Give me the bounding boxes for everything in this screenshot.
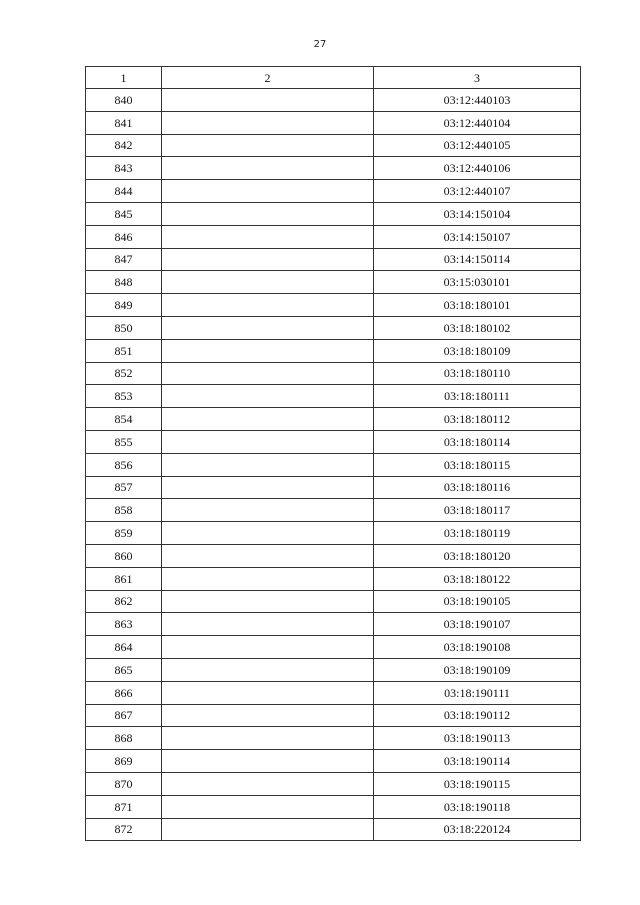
table-cell-col-2 xyxy=(162,430,374,453)
table-cell-col-1: 841 xyxy=(86,111,162,134)
table-header xyxy=(86,67,581,89)
table-row xyxy=(86,271,581,294)
table-cell-col-3: 03:18:190115 xyxy=(374,772,581,795)
column-header-1: 1 xyxy=(86,67,162,89)
table-cell-col-3: 03:18:190118 xyxy=(374,795,581,818)
table-cell-col-1: 862 xyxy=(86,590,162,613)
table-cell-col-3: 03:18:190113 xyxy=(374,727,581,750)
table-row xyxy=(86,430,581,453)
table-cell-col-2 xyxy=(162,89,374,112)
table-cell-col-1: 848 xyxy=(86,271,162,294)
table-cell-col-1: 868 xyxy=(86,727,162,750)
table-cell-col-3: 03:14:150107 xyxy=(374,225,581,248)
table-cell-col-3: 03:18:180119 xyxy=(374,522,581,545)
table-cell-col-3: 03:18:180101 xyxy=(374,294,581,317)
table-cell-col-1: 840 xyxy=(86,89,162,112)
table-cell-col-2 xyxy=(162,157,374,180)
table-row xyxy=(86,408,581,431)
table-row xyxy=(86,727,581,750)
table-cell-col-2 xyxy=(162,362,374,385)
table-cell-col-3: 03:15:030101 xyxy=(374,271,581,294)
table-cell-col-1: 849 xyxy=(86,294,162,317)
table-cell-col-3: 03:18:180115 xyxy=(374,453,581,476)
table-row xyxy=(86,316,581,339)
table-row xyxy=(86,590,581,613)
table-row xyxy=(86,750,581,773)
table-cell-col-3: 03:18:190108 xyxy=(374,636,581,659)
data-table xyxy=(85,66,581,841)
table-cell-col-2 xyxy=(162,111,374,134)
table-cell-col-1: 857 xyxy=(86,476,162,499)
table-cell-col-2 xyxy=(162,180,374,203)
table-body xyxy=(86,89,581,841)
table-cell-col-3: 03:18:180112 xyxy=(374,408,581,431)
table-cell-col-2 xyxy=(162,225,374,248)
table-cell-col-2 xyxy=(162,499,374,522)
table-cell-col-2 xyxy=(162,385,374,408)
table-cell-col-3: 03:12:440104 xyxy=(374,111,581,134)
table-cell-col-3: 03:18:190109 xyxy=(374,658,581,681)
table-cell-col-2 xyxy=(162,658,374,681)
table-row xyxy=(86,180,581,203)
table-row xyxy=(86,111,581,134)
table-cell-col-3: 03:12:440103 xyxy=(374,89,581,112)
table-cell-col-1: 871 xyxy=(86,795,162,818)
table-row xyxy=(86,636,581,659)
table-cell-col-3: 03:12:440107 xyxy=(374,180,581,203)
table-cell-col-1: 853 xyxy=(86,385,162,408)
table-cell-col-3: 03:14:150104 xyxy=(374,202,581,225)
table-row xyxy=(86,225,581,248)
table-row xyxy=(86,818,581,841)
table-cell-col-2 xyxy=(162,567,374,590)
table-cell-col-3: 03:18:180111 xyxy=(374,385,581,408)
table-cell-col-2 xyxy=(162,590,374,613)
table-cell-col-3: 03:18:180102 xyxy=(374,316,581,339)
table-cell-col-2 xyxy=(162,613,374,636)
table-row xyxy=(86,567,581,590)
table-cell-col-2 xyxy=(162,636,374,659)
table-cell-col-1: 867 xyxy=(86,704,162,727)
table-row xyxy=(86,202,581,225)
table-cell-col-1: 846 xyxy=(86,225,162,248)
table-cell-col-2 xyxy=(162,248,374,271)
table-row xyxy=(86,89,581,112)
table-row xyxy=(86,681,581,704)
table-cell-col-2 xyxy=(162,704,374,727)
table-cell-col-2 xyxy=(162,795,374,818)
table-row xyxy=(86,385,581,408)
table-cell-col-1: 872 xyxy=(86,818,162,841)
table-row xyxy=(86,704,581,727)
table-cell-col-3: 03:18:180120 xyxy=(374,544,581,567)
table-cell-col-1: 850 xyxy=(86,316,162,339)
table-row xyxy=(86,362,581,385)
table-cell-col-2 xyxy=(162,408,374,431)
table-row xyxy=(86,453,581,476)
table-row xyxy=(86,248,581,271)
table-cell-col-3: 03:18:220124 xyxy=(374,818,581,841)
table-row xyxy=(86,613,581,636)
page-number: 27 xyxy=(313,39,327,50)
table-cell-col-3: 03:12:440105 xyxy=(374,134,581,157)
table-row xyxy=(86,658,581,681)
table-cell-col-1: 852 xyxy=(86,362,162,385)
table-cell-col-3: 03:18:180116 xyxy=(374,476,581,499)
table-cell-col-3: 03:18:190105 xyxy=(374,590,581,613)
table-cell-col-1: 845 xyxy=(86,202,162,225)
table-cell-col-1: 865 xyxy=(86,658,162,681)
table-cell-col-2 xyxy=(162,727,374,750)
table-row xyxy=(86,476,581,499)
table-row xyxy=(86,157,581,180)
table-cell-col-2 xyxy=(162,772,374,795)
table-cell-col-1: 870 xyxy=(86,772,162,795)
table-cell-col-1: 864 xyxy=(86,636,162,659)
table-row xyxy=(86,134,581,157)
table-cell-col-1: 859 xyxy=(86,522,162,545)
table-cell-col-2 xyxy=(162,134,374,157)
table-cell-col-3: 03:18:190114 xyxy=(374,750,581,773)
table-cell-col-3: 03:18:180114 xyxy=(374,430,581,453)
table-cell-col-3: 03:18:180122 xyxy=(374,567,581,590)
column-header-3: 3 xyxy=(374,67,581,89)
table-cell-col-1: 861 xyxy=(86,567,162,590)
table-cell-col-2 xyxy=(162,476,374,499)
table-cell-col-2 xyxy=(162,339,374,362)
table-cell-col-2 xyxy=(162,681,374,704)
table-cell-col-1: 854 xyxy=(86,408,162,431)
table-cell-col-2 xyxy=(162,750,374,773)
table-row xyxy=(86,522,581,545)
table-cell-col-3: 03:18:180109 xyxy=(374,339,581,362)
table-cell-col-3: 03:14:150114 xyxy=(374,248,581,271)
table-cell-col-1: 843 xyxy=(86,157,162,180)
table-cell-col-3: 03:18:180110 xyxy=(374,362,581,385)
table-row xyxy=(86,294,581,317)
column-header-2: 2 xyxy=(162,67,374,89)
table-row xyxy=(86,499,581,522)
table-cell-col-3: 03:18:190111 xyxy=(374,681,581,704)
table-row xyxy=(86,772,581,795)
table-cell-col-1: 869 xyxy=(86,750,162,773)
table-cell-col-1: 847 xyxy=(86,248,162,271)
table-cell-col-2 xyxy=(162,818,374,841)
table-row xyxy=(86,544,581,567)
table-cell-col-1: 858 xyxy=(86,499,162,522)
table-cell-col-1: 856 xyxy=(86,453,162,476)
table-cell-col-1: 851 xyxy=(86,339,162,362)
table-cell-col-3: 03:12:440106 xyxy=(374,157,581,180)
table-cell-col-1: 860 xyxy=(86,544,162,567)
table-cell-col-3: 03:18:190112 xyxy=(374,704,581,727)
table-row xyxy=(86,795,581,818)
table-cell-col-1: 863 xyxy=(86,613,162,636)
table-cell-col-2 xyxy=(162,453,374,476)
header-row xyxy=(86,67,581,89)
table-cell-col-2 xyxy=(162,202,374,225)
table-cell-col-2 xyxy=(162,316,374,339)
table-cell-col-3: 03:18:190107 xyxy=(374,613,581,636)
table-cell-col-2 xyxy=(162,271,374,294)
table-cell-col-1: 866 xyxy=(86,681,162,704)
table-cell-col-1: 855 xyxy=(86,430,162,453)
table-cell-col-2 xyxy=(162,294,374,317)
table-row xyxy=(86,339,581,362)
table-cell-col-3: 03:18:180117 xyxy=(374,499,581,522)
table-cell-col-2 xyxy=(162,544,374,567)
table-cell-col-1: 844 xyxy=(86,180,162,203)
table-cell-col-1: 842 xyxy=(86,134,162,157)
table-cell-col-2 xyxy=(162,522,374,545)
